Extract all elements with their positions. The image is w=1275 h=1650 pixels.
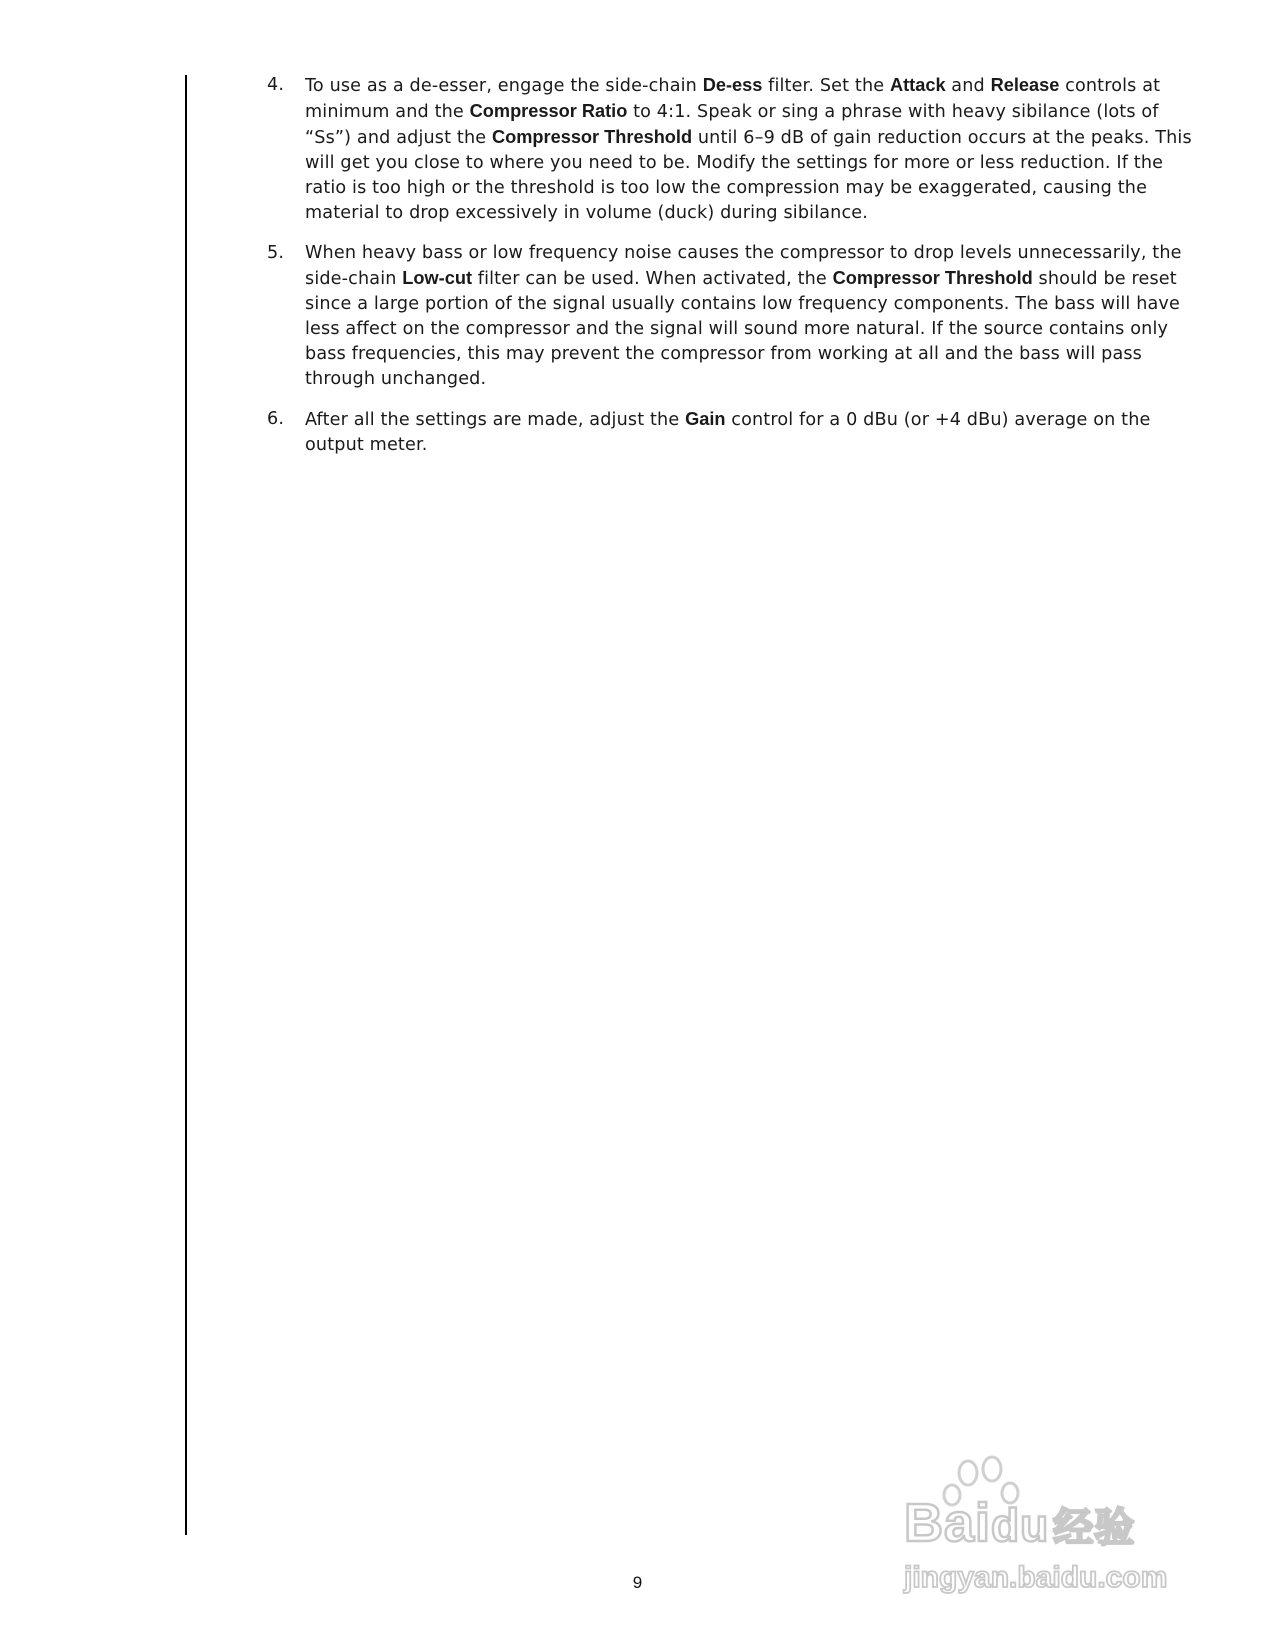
control-name: Gain xyxy=(685,409,726,429)
step-text-run: After all the settings are made, adjust the xyxy=(305,410,686,430)
baidu-jingyan-watermark-logo xyxy=(900,1455,1200,1595)
step-text-run: and xyxy=(945,76,991,96)
step-text-run: should be reset since a large portion of the signal usually contains low frequency components. The bass will have less affect on the compressor and the signal will sound more natural. If the source contains only bass frequencies, this may prevent the compressor from working at all and the bass will pass through unchanged. xyxy=(305,269,1180,389)
step-text-run: until 6–9 dB of gain reduction occurs at the peaks. This will get you close to where you need to be. Modify the settings for more or less reduction. If the ratio is too high or the threshold is too low the compression may be exaggerated, causing the material to drop excessively in volume (duck) during sibilance. xyxy=(305,128,1192,223)
instruction-steps xyxy=(267,73,1202,473)
step-text xyxy=(305,410,1151,455)
margin-rule xyxy=(185,75,187,1535)
step-number: 4. xyxy=(267,75,285,95)
control-name: Compressor Threshold xyxy=(491,127,693,147)
step-text-run: controls at minimum and the xyxy=(305,76,1161,122)
control-name: Compressor Ratio xyxy=(469,101,628,121)
step-text-run: filter can be used. When activated, the xyxy=(472,269,833,289)
step-text-run: control for a 0 dBu (or +4 dBu) average on the output meter. xyxy=(305,410,1151,455)
step-text xyxy=(305,76,1192,223)
step-number: 5. xyxy=(267,243,285,263)
step-item xyxy=(267,407,1202,458)
watermark-url-text: jingyan.baidu.com xyxy=(904,1561,1168,1594)
control-name: De-ess xyxy=(702,75,763,95)
control-name: Low-cut xyxy=(402,268,473,288)
step-text-run: To use as a de-esser, engage the side-chain xyxy=(305,76,703,96)
step-item xyxy=(267,73,1202,226)
step-text-run: to 4:1. Speak or sing a phrase with heavy sibilance (lots of “Ss”) and adjust the xyxy=(305,102,1159,148)
step-text-run: filter. Set the xyxy=(762,76,890,96)
watermark-brand-text: Baidu 经验 xyxy=(904,1493,1136,1553)
control-name: Attack xyxy=(889,75,946,95)
control-name: Release xyxy=(990,75,1060,95)
step-text xyxy=(305,243,1182,389)
page-number: 9 xyxy=(632,1573,643,1592)
control-name: Compressor Threshold xyxy=(832,268,1033,288)
step-item xyxy=(267,241,1202,392)
step-text-run: When heavy bass or low frequency noise causes the compressor to drop levels unnecessarily, the side-chain xyxy=(305,243,1182,289)
step-number: 6. xyxy=(267,409,285,429)
